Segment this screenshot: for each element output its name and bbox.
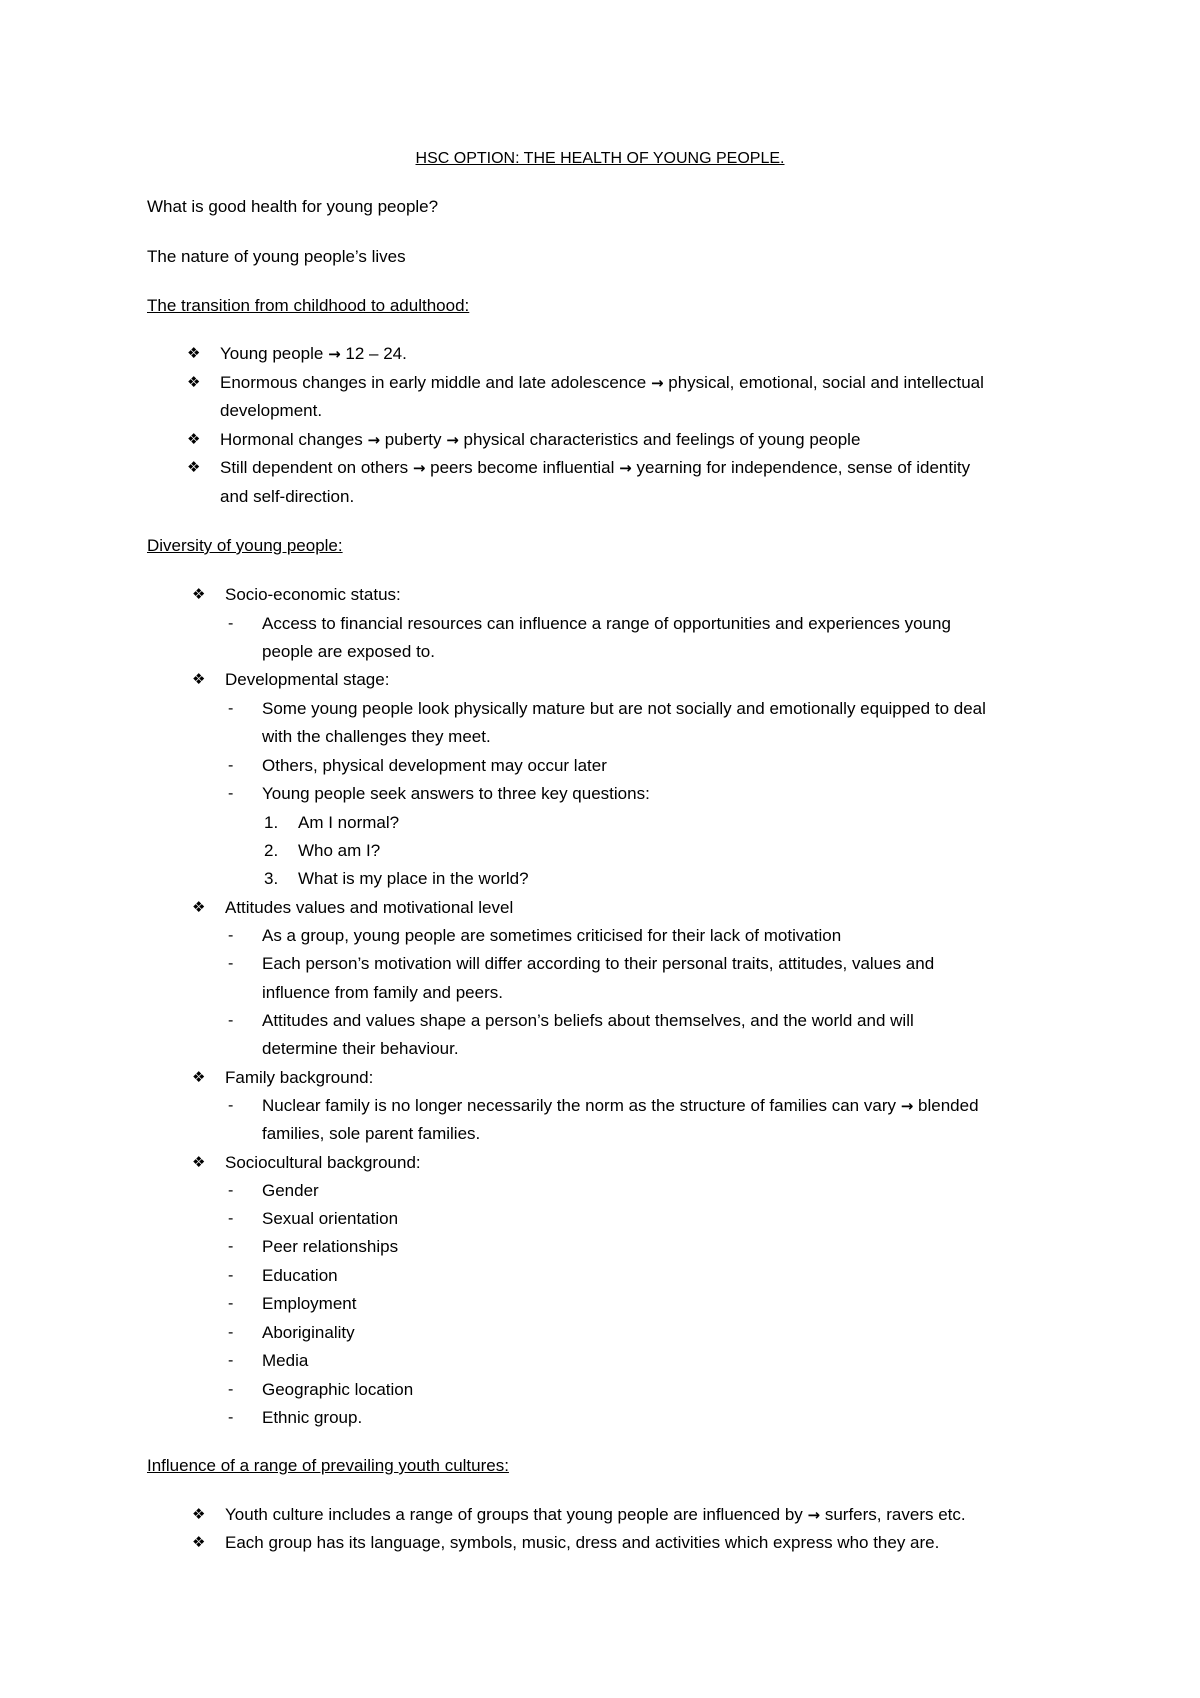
dash-bullet-icon: - bbox=[228, 955, 234, 972]
dash-bullet-icon: - bbox=[228, 615, 234, 632]
list-item: Still dependent on others → peers become influential → yearning for independence, sense of identity bbox=[220, 458, 971, 477]
diamond-bullet-icon: ❖ bbox=[192, 586, 206, 603]
dash-bullet-icon: - bbox=[228, 1267, 234, 1284]
heading-diversity: Diversity of young people: bbox=[147, 536, 343, 555]
sub-item: Some young people look physically mature but are not socially and emotionally equipped to deal bbox=[262, 699, 986, 718]
sub-item-continuation: with the challenges they meet. bbox=[262, 727, 491, 746]
dash-bullet-icon: - bbox=[228, 1409, 234, 1426]
arrow-icon: → bbox=[900, 1097, 914, 1115]
dash-bullet-icon: - bbox=[228, 700, 234, 717]
sub-item: Young people seek answers to three key questions: bbox=[262, 784, 650, 803]
numbered-item: What is my place in the world? bbox=[298, 869, 529, 888]
arrow-icon: → bbox=[619, 459, 632, 477]
dash-bullet-icon: - bbox=[228, 1352, 234, 1369]
sub-item-continuation: influence from family and peers. bbox=[262, 983, 503, 1002]
sub-item: Ethnic group. bbox=[262, 1408, 363, 1427]
diamond-bullet-icon: ❖ bbox=[192, 1506, 206, 1523]
arrow-icon: → bbox=[367, 431, 381, 449]
sub-item-continuation: families, sole parent families. bbox=[262, 1124, 481, 1143]
sub-item: Each person’s motivation will differ according to their personal traits, attitudes, values and bbox=[262, 954, 935, 973]
dash-bullet-icon: - bbox=[228, 1295, 234, 1312]
sub-item: Employment bbox=[262, 1294, 357, 1313]
sub-item: Media bbox=[262, 1351, 309, 1370]
list-item-label: Family background: bbox=[225, 1068, 374, 1087]
list-item: Young people → 12 – 24. bbox=[220, 344, 407, 363]
sub-item: Others, physical development may occur later bbox=[262, 756, 607, 775]
dash-bullet-icon: - bbox=[228, 1182, 234, 1199]
heading-youth-cultures: Influence of a range of prevailing youth cultures: bbox=[147, 1456, 509, 1475]
list-item-label: Developmental stage: bbox=[225, 670, 390, 689]
sub-item: Attitudes and values shape a person’s beliefs about themselves, and the world and will bbox=[262, 1011, 914, 1030]
list-item: Youth culture includes a range of groups that young people are influenced by → surfers, ravers etc. bbox=[225, 1505, 966, 1524]
dash-bullet-icon: - bbox=[228, 1238, 234, 1255]
diamond-bullet-icon: ❖ bbox=[192, 899, 206, 916]
diamond-bullet-icon: ❖ bbox=[187, 459, 201, 476]
sub-item-continuation: people are exposed to. bbox=[262, 642, 435, 661]
list-item-continuation: and self-direction. bbox=[220, 487, 355, 506]
list-item: Enormous changes in early middle and late adolescence → physical, emotional, social and intellectual bbox=[220, 373, 984, 392]
page-title: HSC OPTION: THE HEALTH OF YOUNG PEOPLE. bbox=[415, 150, 785, 167]
sub-item: As a group, young people are sometimes criticised for their lack of motivation bbox=[262, 926, 842, 945]
list-item: Each group has its language, symbols, music, dress and activities which express who they are. bbox=[225, 1533, 940, 1552]
numbered-item: Who am I? bbox=[298, 841, 381, 860]
sub-item-continuation: determine their behaviour. bbox=[262, 1039, 459, 1058]
dash-bullet-icon: - bbox=[228, 785, 234, 802]
diamond-bullet-icon: ❖ bbox=[187, 431, 201, 448]
arrow-icon: → bbox=[328, 345, 341, 363]
sub-item: Peer relationships bbox=[262, 1237, 399, 1256]
sub-item: Access to financial resources can influence a range of opportunities and experiences young bbox=[262, 614, 951, 633]
dash-bullet-icon: - bbox=[228, 1381, 234, 1398]
dash-bullet-icon: - bbox=[228, 1324, 234, 1341]
list-item-label: Attitudes values and motivational level bbox=[225, 898, 514, 917]
list-item-label: Socio-economic status: bbox=[225, 585, 401, 604]
heading-transition: The transition from childhood to adulthood: bbox=[147, 296, 470, 315]
arrow-icon: → bbox=[446, 431, 459, 449]
diamond-bullet-icon: ❖ bbox=[187, 374, 201, 391]
arrow-icon: → bbox=[807, 1506, 821, 1524]
arrow-icon: → bbox=[650, 374, 664, 392]
diamond-bullet-icon: ❖ bbox=[192, 1154, 206, 1171]
list-number: 1. bbox=[264, 813, 279, 832]
sub-item: Nuclear family is no longer necessarily the norm as the structure of families can vary → blended bbox=[262, 1096, 979, 1115]
dash-bullet-icon: - bbox=[228, 757, 234, 774]
list-number: 2. bbox=[264, 841, 279, 860]
diamond-bullet-icon: ❖ bbox=[192, 1069, 206, 1086]
diamond-bullet-icon: ❖ bbox=[192, 671, 206, 688]
dash-bullet-icon: - bbox=[228, 1012, 234, 1029]
sub-item: Gender bbox=[262, 1181, 319, 1200]
list-item-label: Sociocultural background: bbox=[225, 1153, 421, 1172]
sub-item: Geographic location bbox=[262, 1380, 414, 1399]
sub-item: Education bbox=[262, 1266, 338, 1285]
dash-bullet-icon: - bbox=[228, 927, 234, 944]
arrow-icon: → bbox=[412, 459, 426, 477]
list-item: Hormonal changes → puberty → physical characteristics and feelings of young people bbox=[220, 430, 861, 449]
diamond-bullet-icon: ❖ bbox=[192, 1534, 206, 1551]
dash-bullet-icon: - bbox=[228, 1210, 234, 1227]
section-nature: The nature of young people’s lives bbox=[147, 247, 406, 266]
sub-item: Sexual orientation bbox=[262, 1209, 399, 1228]
diamond-bullet-icon: ❖ bbox=[187, 345, 201, 362]
sub-item: Aboriginality bbox=[262, 1323, 355, 1342]
section-question: What is good health for young people? bbox=[147, 197, 439, 216]
list-number: 3. bbox=[264, 869, 279, 888]
numbered-item: Am I normal? bbox=[298, 813, 400, 832]
dash-bullet-icon: - bbox=[228, 1097, 234, 1114]
list-item-continuation: development. bbox=[220, 401, 323, 420]
